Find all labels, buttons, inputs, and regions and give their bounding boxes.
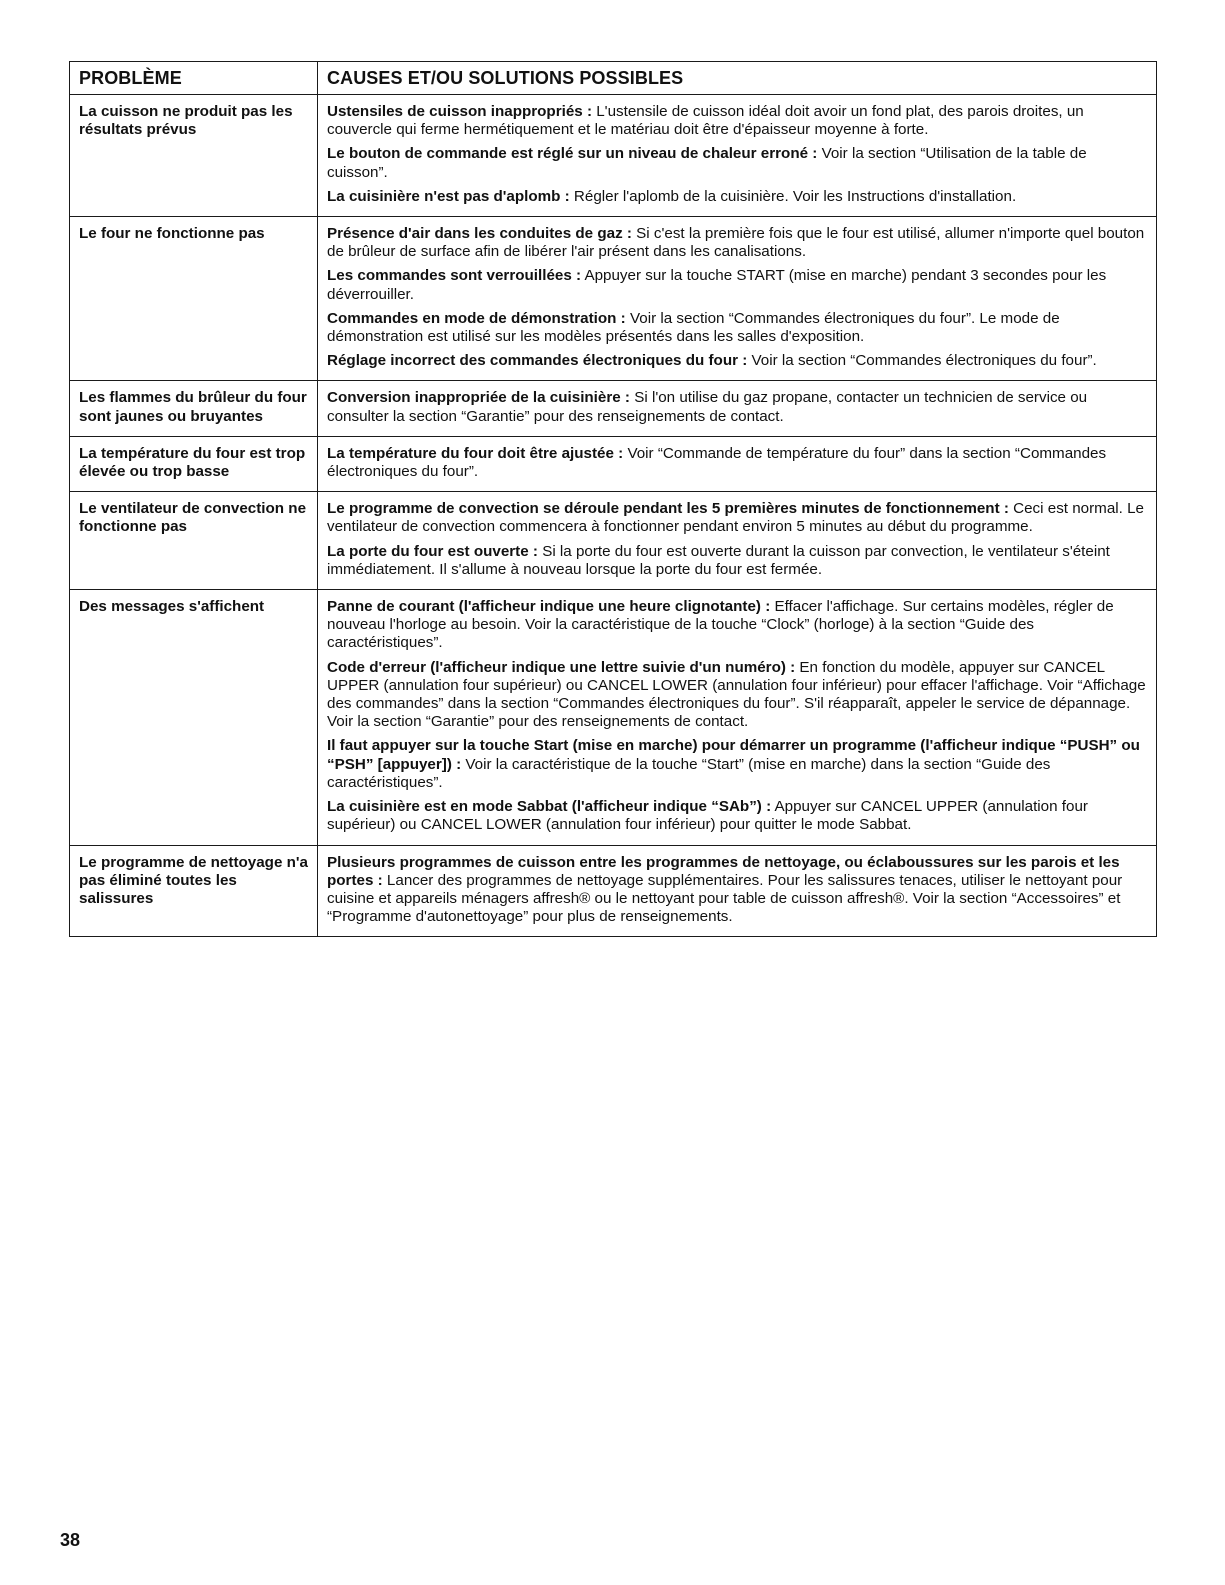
table-row xyxy=(70,845,1157,937)
header-row xyxy=(70,62,1157,95)
solution-lead: Code d'erreur (l'afficheur indique une lettre suivie d'un numéro) : xyxy=(327,658,796,676)
troubleshooting-table xyxy=(69,61,1157,937)
solution-lead: Plusieurs programmes de cuisson entre les programmes de nettoyage, ou éclaboussures sur les parois et les portes : xyxy=(327,853,1120,889)
solution-text: Appuyer sur la touche START (mise en marche) pendant 3 secondes pour les déverrouiller. xyxy=(327,267,1107,303)
solutions-cell xyxy=(318,590,1157,845)
solution-lead: Présence d'air dans les conduites de gaz : xyxy=(327,225,632,243)
solution-item xyxy=(327,659,1147,732)
solution-item xyxy=(327,445,1147,481)
solution-item xyxy=(327,225,1147,261)
solution-text: Voir la caractéristique de la touche “Start” (mise en marche) dans la section “Guide des caractéristiques”. xyxy=(327,755,1051,791)
solutions-cell xyxy=(318,95,1157,217)
solution-item xyxy=(327,798,1147,834)
solution-lead: Le bouton de commande est réglé sur un niveau de chaleur erroné : xyxy=(327,145,818,163)
problem-cell: Le four ne fonctionne pas xyxy=(70,217,318,381)
solution-text: Voir la section “Utilisation de la table de cuisson”. xyxy=(327,145,1087,181)
solution-text: Si la porte du four est ouverte durant la cuisson par convection, le ventilateur s'éteint immédiatement. Il s'allume à nouveau lorsque la porte du four est fermée. xyxy=(327,542,1110,578)
solution-lead: Le programme de convection se déroule pendant les 5 premières minutes de fonctionnement : xyxy=(327,500,1009,518)
problem-cell: Le ventilateur de convection ne fonctionne pas xyxy=(70,492,318,590)
solution-text: Voir “Commande de température du four” dans la section “Commandes électroniques du four”. xyxy=(327,444,1107,481)
solution-item xyxy=(327,500,1147,536)
table-row xyxy=(70,492,1157,590)
table-row xyxy=(70,95,1157,217)
solutions-cell xyxy=(318,845,1157,937)
solution-text: Si l'on utilise du gaz propane, contacter un technicien de service ou consulter la section “Garantie” pour des renseignements de contact. xyxy=(327,389,1088,425)
solution-lead: La porte du four est ouverte : xyxy=(327,542,538,560)
header-causes: CAUSES ET/OU SOLUTIONS POSSIBLES xyxy=(318,62,1157,95)
solution-item xyxy=(327,598,1147,653)
solution-lead: La cuisinière n'est pas d'aplomb : xyxy=(327,187,570,205)
solution-text: Ceci est normal. Le ventilateur de convection commencera à fonctionner pendant environ 5 minutes au début du programme. xyxy=(327,500,1144,536)
solution-item xyxy=(327,352,1147,370)
table-row xyxy=(70,436,1157,491)
solution-lead: Conversion inappropriée de la cuisinière : xyxy=(327,389,630,407)
solution-text: Voir la section “Commandes électroniques du four”. Le mode de démonstration est utilisé sur les modèles présentés dans les salles d'exposition. xyxy=(327,309,1060,346)
solution-text: Lancer des programmes de nettoyage supplémentaires. Pour les salissures tenaces, utiliser le nettoyant pour cuisine et appareils ménagers affresh® ou le nettoyant pour table de cuisson affresh®. Voir la section “Accessoires” et “Programme d'autonettoyage” pour plus de renseignements. xyxy=(327,871,1123,926)
solution-item xyxy=(327,854,1147,927)
solution-lead: Panne de courant (l'afficheur indique une heure clignotante) : xyxy=(327,598,771,616)
solution-item xyxy=(327,310,1147,346)
page-number: 38 xyxy=(60,1530,81,1550)
solution-item xyxy=(327,188,1147,206)
solution-text: Voir la section “Commandes électroniques du four”. xyxy=(747,352,1097,370)
problem-cell: Des messages s'affichent xyxy=(70,590,318,845)
solution-lead: La cuisinière est en mode Sabbat (l'afficheur indique “SAb”) : xyxy=(327,798,772,816)
solution-item xyxy=(327,543,1147,579)
solution-lead: Les commandes sont verrouillées : xyxy=(327,267,582,285)
solution-text: Appuyer sur CANCEL UPPER (annulation four supérieur) ou CANCEL LOWER (annulation four inférieur) pour quitter le mode Sabbat. xyxy=(327,798,1088,834)
solutions-cell xyxy=(318,492,1157,590)
solution-lead: Réglage incorrect des commandes électroniques du four : xyxy=(327,352,748,370)
problem-cell: La température du four est trop élevée ou trop basse xyxy=(70,436,318,491)
solution-lead: Ustensiles de cuisson inappropriés : xyxy=(327,103,593,120)
solution-lead: Il faut appuyer sur la touche Start (mise en marche) pour démarrer un programme (l'afficheur indique “PUSH” ou “PSH” [appuyer]) : xyxy=(327,737,1140,773)
solutions-cell xyxy=(318,436,1157,491)
solution-item xyxy=(327,103,1147,139)
table-row xyxy=(70,217,1157,381)
solutions-cell xyxy=(318,381,1157,436)
solution-text: Si c'est la première fois que le four est utilisé, allumer n'importe quel bouton de brûleur de surface afin de libérer l'air présent dans les canalisations. xyxy=(327,225,1145,261)
solution-text: L'ustensile de cuisson idéal doit avoir un fond plat, des parois droites, un couvercle qui ferme hermétiquement et le matériau doit être d'épaisseur moyenne à forte. xyxy=(327,103,1084,139)
solution-text: En fonction du modèle, appuyer sur CANCEL UPPER (annulation four supérieur) ou CANCEL LOWER (annulation four inférieur) pour effacer l'affichage. Voir “Affichage des commandes” dans la section “Commandes électroniques du four”. S'il réapparaît, appeler le service de dépannage. Voir la section “Garantie” pour des renseignements de contact. xyxy=(327,658,1146,731)
table-row xyxy=(70,590,1157,845)
solutions-cell xyxy=(318,217,1157,381)
solution-lead: Commandes en mode de démonstration : xyxy=(327,309,626,327)
problem-cell: Les flammes du brûleur du four sont jaunes ou bruyantes xyxy=(70,381,318,436)
solution-item xyxy=(327,145,1147,181)
solution-item xyxy=(327,267,1147,303)
table-row xyxy=(70,381,1157,436)
solution-item xyxy=(327,389,1147,425)
solution-lead: La température du four doit être ajustée : xyxy=(327,444,624,462)
solution-item xyxy=(327,737,1147,792)
problem-cell: La cuisson ne produit pas les résultats prévus xyxy=(70,95,318,217)
problem-cell: Le programme de nettoyage n'a pas éliminé toutes les salissures xyxy=(70,845,318,937)
solution-text: Régler l'aplomb de la cuisinière. Voir les Instructions d'installation. xyxy=(569,187,1017,205)
header-problem: PROBLÈME xyxy=(70,62,318,95)
solution-text: Effacer l'affichage. Sur certains modèles, régler de nouveau l'horloge au besoin. Voir la caractéristique de la touche “Clock” (horloge) à la section “Guide des caractéristiques”. xyxy=(327,598,1114,652)
